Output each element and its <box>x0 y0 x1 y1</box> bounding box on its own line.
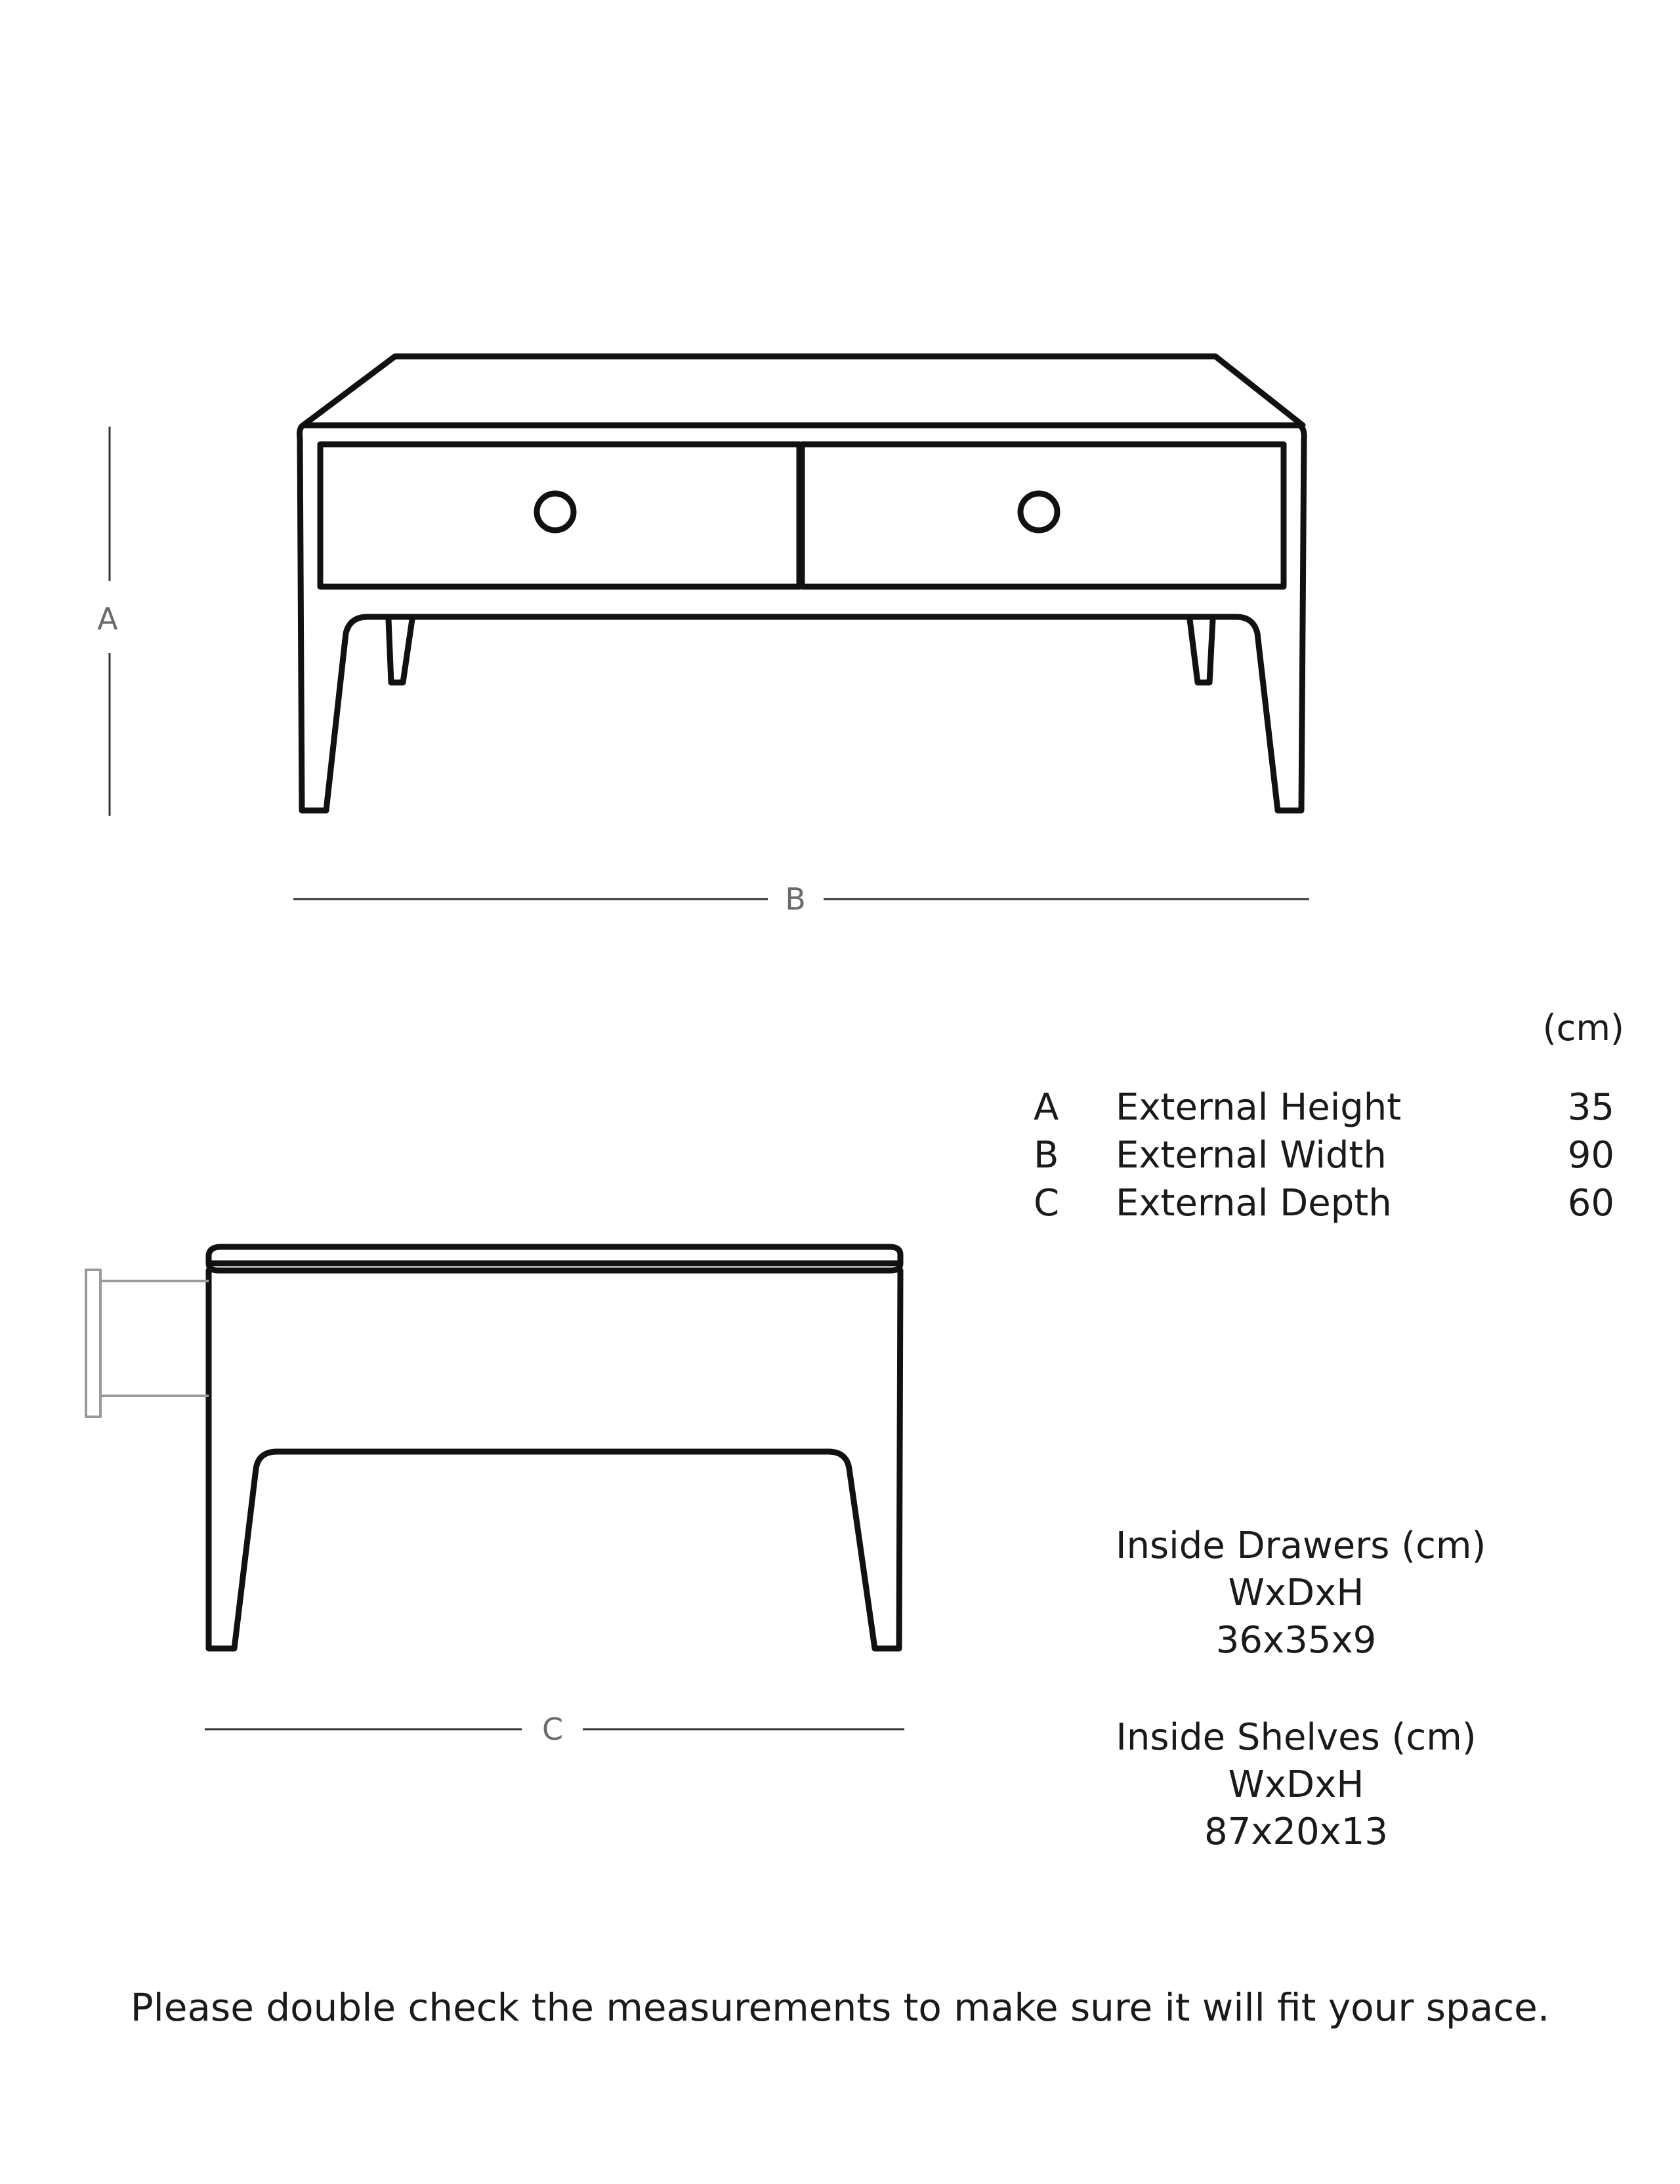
unit-label: (cm) <box>1542 1007 1624 1049</box>
rear-right-leg <box>1190 620 1213 682</box>
side-view <box>209 1247 900 1648</box>
side-body-outline <box>209 1270 900 1648</box>
left-drawer-knob <box>537 494 574 530</box>
spec-row-width <box>1034 1134 1624 1181</box>
side-top <box>209 1247 900 1263</box>
spec-key: A <box>1034 1086 1059 1129</box>
spec-value: 60 <box>1567 1182 1614 1225</box>
inside-drawers-title: Inside Drawers (cm) <box>1116 1524 1486 1567</box>
spec-name: External Depth <box>1116 1182 1392 1225</box>
table-top-surface <box>303 356 1303 425</box>
inside-drawers-block <box>1116 1522 1486 1664</box>
spec-name: External Height <box>1116 1086 1402 1129</box>
drawer-pull-out <box>86 1270 209 1417</box>
inside-shelves-title: Inside Shelves (cm) <box>1116 1716 1477 1759</box>
dimension-label-a: A <box>97 601 118 637</box>
inside-shelves-block <box>1116 1714 1477 1856</box>
spec-row-depth <box>1034 1182 1624 1229</box>
spec-value: 90 <box>1567 1134 1614 1177</box>
dimension-label-b: B <box>776 881 815 917</box>
spec-key: C <box>1034 1182 1060 1225</box>
right-drawer-knob <box>1020 494 1057 530</box>
inside-shelves-format: WxDxH <box>1228 1763 1364 1806</box>
fit-space-note: Please double check the measurements to make sure it will fit your space. <box>130 1985 1550 2030</box>
right-drawer <box>802 444 1284 587</box>
spec-key: B <box>1034 1134 1059 1177</box>
spec-name: External Width <box>1116 1134 1387 1177</box>
rear-left-leg <box>388 620 412 682</box>
drawer-front-panel <box>86 1270 100 1417</box>
dimension-label-c: C <box>533 1712 572 1747</box>
spec-row-height <box>1034 1086 1624 1133</box>
spec-value: 35 <box>1567 1086 1614 1129</box>
inside-shelves-value: 87x20x13 <box>1204 1811 1389 1853</box>
front-view <box>300 356 1305 810</box>
inside-drawers-format: WxDxH <box>1228 1572 1364 1614</box>
left-drawer <box>320 444 799 587</box>
inside-drawers-value: 36x35x9 <box>1215 1619 1377 1662</box>
